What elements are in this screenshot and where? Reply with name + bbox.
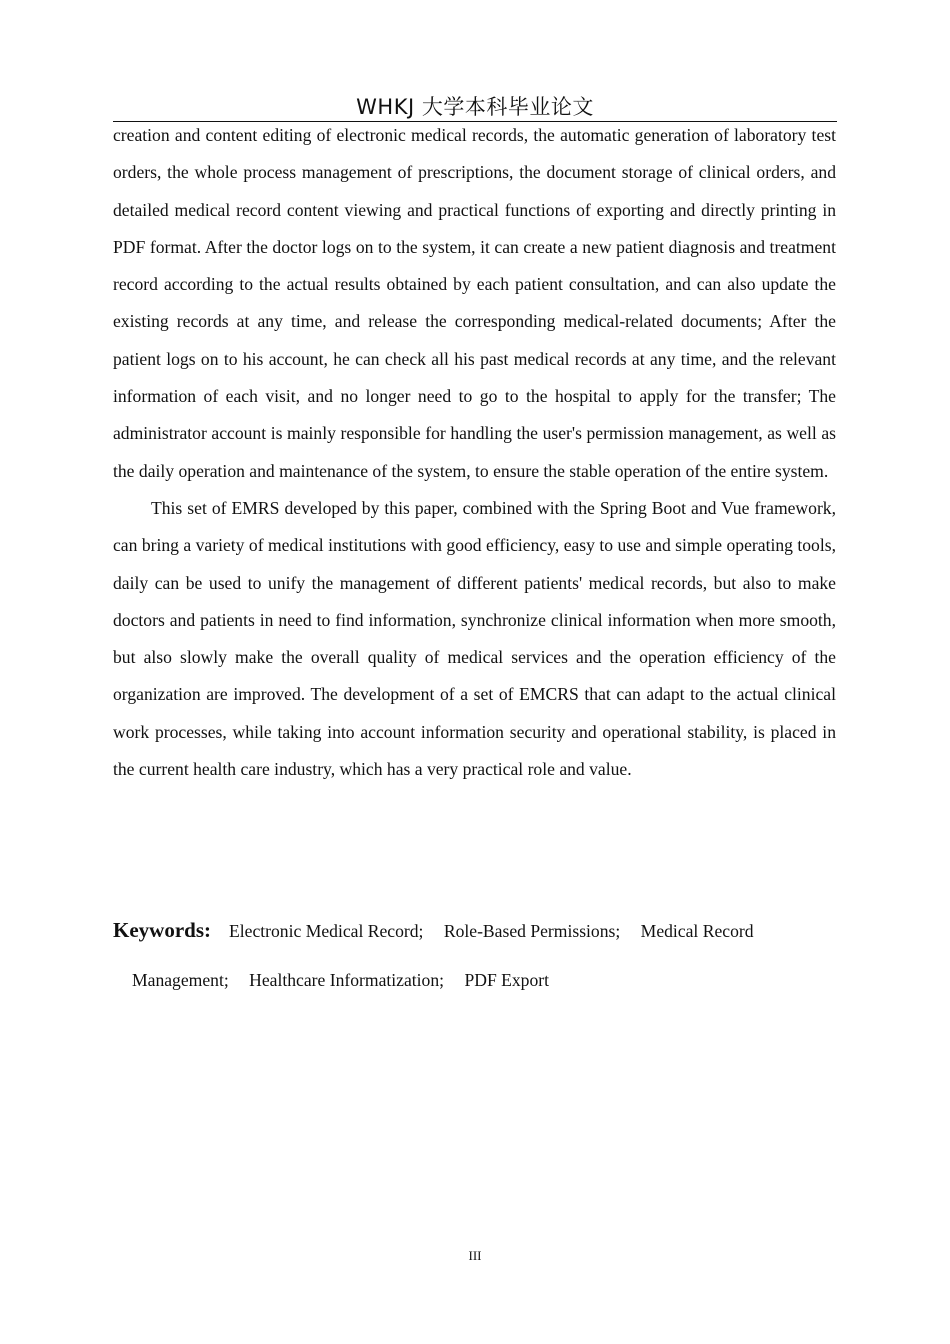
abstract-paragraph-1: creation and content editing of electronic medical records, the automatic generation of laboratory test orders, the whole process management of prescriptions, the document storage of clinical orders, and detailed medical record content viewing and practical functions of exporting and directly printing in PDF format. After the doctor logs on to the system, it can create a new patient diagnosis and treatment record according to the actual results obtained by each patient consultation, and can also update the existing records at any time, and release the corresponding medical-related documents; After the patient logs on to his account, he can check all his past medical records at any time, and the relevant information of each visit, and no longer need to go to the hospital to apply for the transfer; The administrator account is mainly responsible for handling the user's permission management, as well as the daily operation and maintenance of the system, to ensure the stable operation of the entire system. — [113, 125, 836, 481]
keywords-label: Keywords: — [113, 918, 211, 942]
keyword-item: Role-Based Permissions; — [443, 921, 621, 941]
keywords-line-1 — [113, 906, 836, 956]
keyword-item: Healthcare Informatization; — [249, 970, 445, 990]
abstract-body — [113, 117, 836, 788]
keyword-item: Electronic Medical Record; — [229, 921, 424, 941]
keyword-item: Management; — [132, 970, 229, 990]
page-number: III — [468, 1248, 482, 1263]
keyword-item: PDF Export — [464, 970, 550, 990]
abstract-paragraph-2: This set of EMRS developed by this paper, combined with the Spring Boot and Vue framework, can bring a variety of medical institutions with good efficiency, easy to use and simple operating tools, daily can be used to unify the management of different patients' medical records, but also to make doctors and patients in need to find information, synchronize clinical information when more smooth, but also slowly make the overall quality of medical services and the operation efficiency of the organization are improved. The development of a set of EMCRS that can adapt to the actual clinical work processes, while taking into account information security and operational stability, is placed in the current health care industry, which has a very practical role and value. — [113, 497, 836, 780]
page-header-title: WHKJ 大学本科毕业论文 — [356, 95, 594, 119]
keywords-section — [113, 906, 836, 1005]
keywords-line-2 — [113, 956, 836, 1005]
keyword-item: Medical Record — [640, 921, 754, 941]
